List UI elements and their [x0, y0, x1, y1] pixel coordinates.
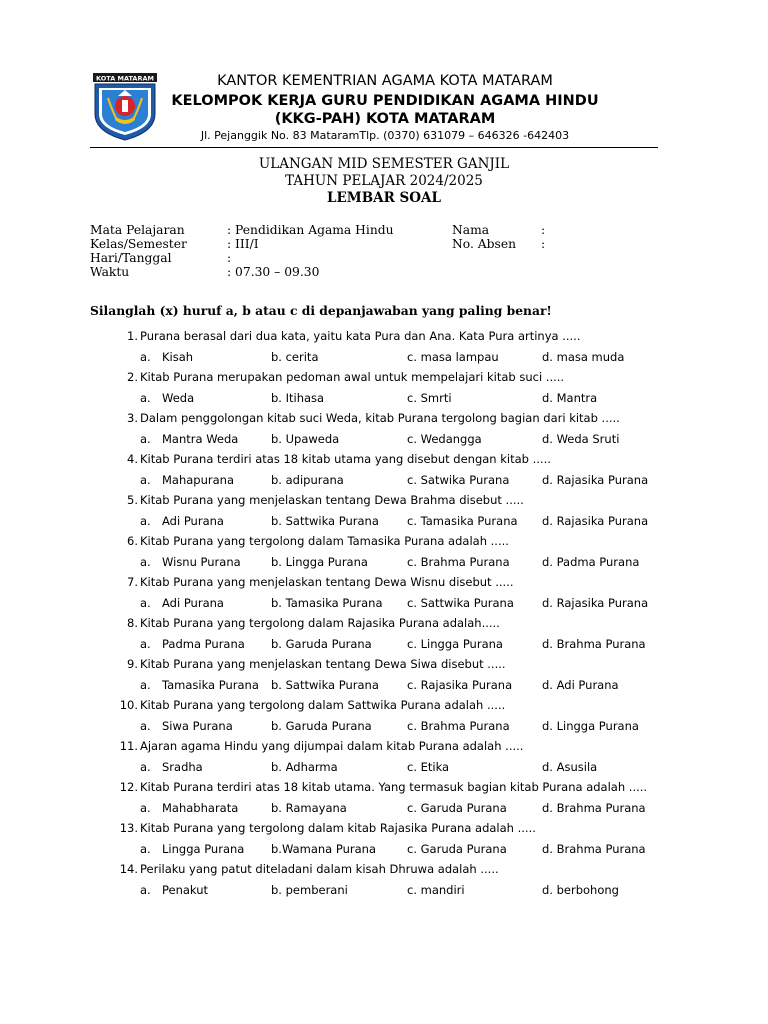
class-label: Kelas/Semester [90, 237, 187, 251]
question-item [0, 821, 768, 861]
option-a[interactable] [140, 719, 233, 733]
option-b[interactable]: b. Adharma [271, 760, 338, 774]
option-a[interactable] [140, 432, 238, 446]
question-text: Kitab Purana terdiri atas 18 kitab utama yang disebut dengan kitab ..... [140, 452, 551, 466]
option-a[interactable] [140, 801, 238, 815]
option-b[interactable]: b. pemberani [271, 883, 348, 897]
question-text: Kitab Purana yang menjelaskan tentang Dewa Wisnu disebut ..... [140, 575, 514, 589]
option-c[interactable]: c. Etika [407, 760, 450, 774]
question-item [0, 493, 768, 533]
option-d[interactable]: d. Rajasika Purana [542, 473, 649, 487]
question-number: 11. [119, 739, 138, 753]
time-label: Waktu [90, 265, 130, 279]
academic-year: TAHUN PELAJAR 2024/2025 [285, 173, 483, 189]
option-a-text: Tamasika Purana [162, 678, 259, 692]
option-c[interactable]: c. Brahma Purana [407, 719, 510, 733]
option-a-letter: a. [140, 596, 151, 610]
question-item [0, 575, 768, 615]
logo-label: KOTA MATARAM [96, 74, 154, 83]
option-a-letter: a. [140, 760, 151, 774]
option-d[interactable]: d. Lingga Purana [542, 719, 639, 733]
question-item [0, 739, 768, 779]
exam-title: ULANGAN MID SEMESTER GANJIL [258, 156, 510, 172]
question-text: Kitab Purana terdiri atas 18 kitab utama. Yang termasuk bagian kitab Purana adalah ..... [140, 780, 648, 794]
option-a[interactable] [140, 391, 194, 405]
option-c[interactable]: c. Lingga Purana [407, 637, 503, 651]
option-d[interactable]: d. Rajasika Purana [542, 514, 649, 528]
question-number: 7. [127, 575, 138, 589]
option-d[interactable]: d. Padma Purana [542, 555, 640, 569]
option-d[interactable]: d. Brahma Purana [542, 637, 646, 651]
question-item [0, 657, 768, 697]
option-a-text: Penakut [162, 883, 209, 897]
option-a-letter: a. [140, 432, 151, 446]
option-c[interactable]: c. Sattwika Purana [407, 596, 514, 610]
option-c[interactable]: c. Garuda Purana [407, 842, 507, 856]
option-b[interactable]: b. Upaweda [271, 432, 340, 446]
option-b[interactable]: b. cerita [271, 350, 319, 364]
subject-value: : Pendidikan Agama Hindu [227, 223, 394, 237]
option-b[interactable]: b.Wamana Purana [271, 842, 377, 856]
header-address: Jl. Pejanggik No. 83 MataramTlp. (0370) 631079 – 646326 -642403 [200, 129, 570, 142]
option-d[interactable]: d. masa muda [542, 350, 625, 364]
option-d[interactable]: d. berbohong [542, 883, 619, 897]
option-a-letter: a. [140, 801, 151, 815]
question-number: 4. [127, 452, 138, 466]
name-label: Nama [452, 223, 490, 237]
question-number: 2. [127, 370, 138, 384]
option-b[interactable]: b. Tamasika Purana [271, 596, 383, 610]
absen-value: : [541, 237, 546, 251]
question-number: 3. [127, 411, 138, 425]
option-a-text: Mantra Weda [162, 432, 239, 446]
option-b[interactable]: b. Itihasa [271, 391, 325, 405]
option-b[interactable]: b. adipurana [271, 473, 344, 487]
option-a-text: Lingga Purana [162, 842, 245, 856]
header-line-2: KELOMPOK KERJA GURU PENDIDIKAN AGAMA HINDU [171, 93, 599, 109]
option-c[interactable]: c. Garuda Purana [407, 801, 507, 815]
question-text: Purana berasal dari dua kata, yaitu kata Pura dan Ana. Kata Pura artinya ..... [140, 329, 581, 343]
question-number: 9. [127, 657, 138, 671]
option-d[interactable]: d. Asusila [542, 760, 598, 774]
option-a-letter: a. [140, 678, 151, 692]
option-a[interactable] [140, 637, 245, 651]
question-number: 8. [127, 616, 138, 630]
question-item [0, 329, 768, 369]
header-line-3: (KKG-PAH) KOTA MATARAM [274, 111, 496, 127]
question-item [0, 370, 768, 410]
subject-label: Mata Pelajaran [90, 223, 185, 237]
option-a[interactable] [140, 842, 244, 856]
kota-mataram-logo [90, 70, 160, 142]
option-c[interactable]: c. masa lampau [407, 350, 499, 364]
header-line-1: KANTOR KEMENTRIAN AGAMA KOTA MATARAM [217, 73, 553, 89]
question-text: Kitab Purana yang tergolong dalam Rajasika Purana adalah..... [140, 616, 500, 630]
option-a-text: Sradha [162, 760, 203, 774]
question-number: 5. [127, 493, 138, 507]
option-a[interactable] [140, 678, 259, 692]
question-number: 6. [127, 534, 138, 548]
option-c[interactable]: c. Satwika Purana [407, 473, 510, 487]
option-c[interactable]: c. Smrti [407, 391, 452, 405]
option-c[interactable]: c. mandiri [407, 883, 465, 897]
option-c[interactable]: c. Brahma Purana [407, 555, 510, 569]
date-value: : [227, 251, 232, 265]
option-b[interactable]: b. Garuda Purana [271, 637, 372, 651]
question-number: 13. [119, 821, 138, 835]
name-value: : [541, 223, 546, 237]
option-a-letter: a. [140, 350, 151, 364]
option-d[interactable]: d. Adi Purana [542, 678, 619, 692]
option-a-letter: a. [140, 883, 151, 897]
option-a[interactable] [140, 473, 234, 487]
option-a-letter: a. [140, 555, 151, 569]
option-d[interactable]: d. Weda Sruti [542, 432, 620, 446]
date-label: Hari/Tanggal [90, 251, 172, 265]
question-number: 12. [119, 780, 138, 794]
class-value: : III/I [227, 237, 259, 251]
question-text: Kitab Purana merupakan pedoman awal untuk mempelajari kitab suci ..... [140, 370, 565, 384]
instruction-text: Silanglah (x) huruf a, b atau c di depanjawaban yang paling benar! [90, 303, 552, 318]
option-a-text: Padma Purana [162, 637, 245, 651]
option-d[interactable]: d. Mantra [542, 391, 598, 405]
question-item [0, 862, 768, 902]
question-item [0, 534, 768, 574]
option-a-text: Adi Purana [162, 596, 224, 610]
question-item [0, 411, 768, 451]
option-c[interactable]: c. Wedangga [407, 432, 482, 446]
option-d[interactable]: d. Brahma Purana [542, 801, 646, 815]
option-b[interactable]: b. Lingga Purana [271, 555, 368, 569]
question-number: 14. [119, 862, 138, 876]
option-a[interactable] [140, 883, 208, 897]
option-a[interactable] [140, 760, 203, 774]
question-text: Kitab Purana yang menjelaskan tentang Dewa Siwa disebut ..... [140, 657, 506, 671]
option-a[interactable] [140, 596, 224, 610]
question-text: Perilaku yang patut diteladani dalam kisah Dhruwa adalah ..... [140, 862, 499, 876]
option-a-text: Mahabharata [162, 801, 239, 815]
question-number: 10. [119, 698, 138, 712]
option-b[interactable]: b. Sattwika Purana [271, 514, 379, 528]
option-a-text: Mahapurana [162, 473, 235, 487]
question-text: Kitab Purana yang menjelaskan tentang Dewa Brahma disebut ..... [140, 493, 524, 507]
option-b[interactable]: b. Garuda Purana [271, 719, 372, 733]
option-a-letter: a. [140, 842, 151, 856]
option-b[interactable]: b. Ramayana [271, 801, 347, 815]
option-a-text: Wisnu Purana [162, 555, 241, 569]
option-d[interactable]: d. Brahma Purana [542, 842, 646, 856]
option-a-text: Kisah [162, 350, 194, 364]
option-a-letter: a. [140, 637, 151, 651]
option-a-letter: a. [140, 514, 151, 528]
option-c[interactable]: c. Rajasika Purana [407, 678, 513, 692]
question-item [0, 452, 768, 492]
question-item [0, 616, 768, 656]
question-item [0, 780, 768, 820]
time-value: : 07.30 – 09.30 [227, 265, 320, 279]
option-c[interactable]: c. Tamasika Purana [407, 514, 518, 528]
option-a[interactable] [140, 514, 224, 528]
option-a[interactable] [140, 555, 241, 569]
option-a-letter: a. [140, 473, 151, 487]
option-a-letter: a. [140, 719, 151, 733]
question-text: Ajaran agama Hindu yang dijumpai dalam kitab Purana adalah ..... [140, 739, 524, 753]
question-text: Kitab Purana yang tergolong dalam Sattwika Purana adalah ..... [140, 698, 506, 712]
option-a[interactable] [140, 350, 193, 364]
option-a-text: Weda [162, 391, 195, 405]
option-b[interactable]: b. Sattwika Purana [271, 678, 379, 692]
option-a-text: Adi Purana [162, 514, 224, 528]
option-a-text: Siwa Purana [162, 719, 233, 733]
option-a-letter: a. [140, 391, 151, 405]
question-text: Kitab Purana yang tergolong dalam Tamasika Purana adalah ..... [140, 534, 509, 548]
header-divider [90, 147, 658, 148]
question-item [0, 698, 768, 738]
question-text: Dalam penggolongan kitab suci Weda, kitab Purana tergolong bagian dari kitab ..... [140, 411, 620, 425]
question-text: Kitab Purana yang tergolong dalam kitab Rajasika Purana adalah ..... [140, 821, 536, 835]
absen-label: No. Absen [452, 237, 517, 251]
option-d[interactable]: d. Rajasika Purana [542, 596, 649, 610]
sheet-title: LEMBAR SOAL [326, 190, 441, 206]
question-number: 1. [127, 329, 138, 343]
